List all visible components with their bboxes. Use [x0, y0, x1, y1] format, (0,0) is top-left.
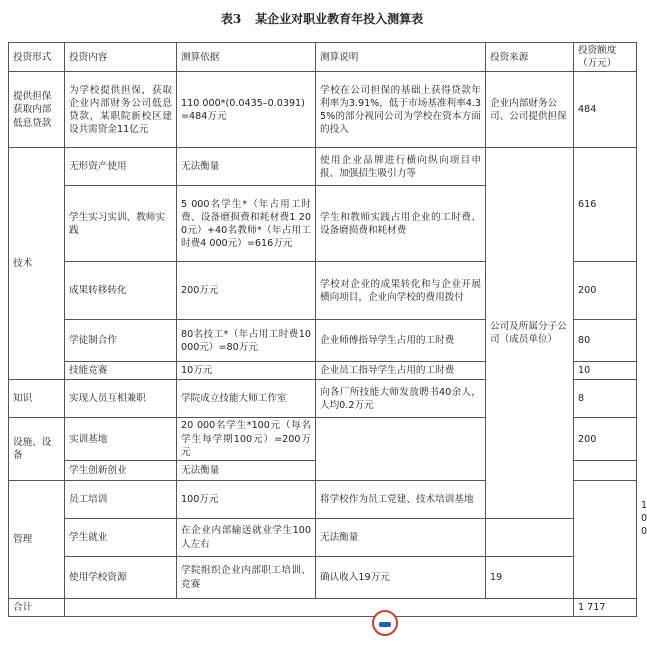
cell-basis: 10万元 [177, 362, 316, 380]
cell-note: 将学校作为员工党建、技术培训基地 [316, 481, 486, 519]
header-form: 投资形式 [9, 43, 65, 72]
cell-form: 设施、设备 [9, 418, 65, 481]
header-basis: 测算依据 [177, 43, 316, 72]
cell-form: 提供担保 获取内部 低息贷款 [9, 72, 65, 148]
table-row [9, 148, 637, 186]
cell-basis: 学院成立技能大师工作室 [177, 380, 316, 418]
header-row [9, 43, 637, 72]
cell-basis: 100万元 [177, 481, 316, 519]
table-row [9, 72, 637, 148]
cell-form: 知识 [9, 380, 65, 418]
cell-content: 无形资产使用 [65, 148, 177, 186]
cell-basis: 80名技工*（年占用工时费10 000元）=80万元 [177, 320, 316, 362]
total-label: 合计 [9, 599, 65, 617]
cell-note: 学生和教师实践占用企业的工时费、设备磨损费和耗材费 [316, 186, 486, 262]
total-amount: 1 717 [574, 599, 637, 617]
header-source: 投资来源 [486, 43, 574, 72]
cell-content: 学生实习实训、教师实践 [65, 186, 177, 262]
cell-source [574, 481, 637, 599]
table-row [9, 519, 637, 557]
cell-content: 学徒制合作 [65, 320, 177, 362]
table-row: 管理 员工培训 100万元 将学校作为员工党建、技术培训基地 100 [9, 481, 637, 519]
total-row [9, 599, 637, 617]
cell-content: 学生创新创业 [65, 461, 177, 481]
cell-basis: 5 000名学生*（年占用工时费、设备磨损费和耗材费1 200元）+40名教师*（年占用工时费4 000元）=616万元 [177, 186, 316, 262]
cell-amount: 200 [574, 262, 637, 320]
cell-source: 企业内部财务公司、公司提供担保 [486, 72, 574, 148]
investment-table [8, 42, 647, 617]
cell-amount: 19 [486, 557, 574, 599]
cell-basis: 学院组织企业内部职工培训、竞赛 [177, 557, 316, 599]
cell-amount: 8 [574, 380, 637, 418]
cell-note: 向各厂所技能大师发放聘书40余人，人均0.2万元 [316, 380, 486, 418]
header-content: 投资内容 [65, 43, 177, 72]
cell-basis: 在企业内部输送就业学生100人左右 [177, 519, 316, 557]
cell-content: 为学校提供担保，获取企业内部财务公司低息贷款，某职院新校区建设共需资金11亿元 [65, 72, 177, 148]
cell-basis: 110 000*(0.0435–0.0391) =484万元 [177, 72, 316, 148]
cell-note: 使用企业品牌进行横向纵向项目申报、加强招生吸引力等 [316, 148, 486, 186]
header-amount: 投资额度 （万元） [574, 43, 637, 72]
table-number: 表3 [220, 12, 242, 26]
cell-note: 无法衡量 [316, 519, 486, 557]
cell-form: 技术 [9, 148, 65, 380]
cell-amount: 200 [574, 418, 637, 461]
cell-basis: 200万元 [177, 262, 316, 320]
cell-amount: 80 [574, 320, 637, 362]
header-note: 测算说明 [316, 43, 486, 72]
cell-basis: 20 000名学生*100元（每名学生每学期100元）=200万元 [177, 418, 316, 461]
cell-amount: 616 [574, 148, 637, 262]
cell-basis: 无法衡量 [177, 148, 316, 186]
cell-content: 实训基地 [65, 418, 177, 461]
cell-content: 使用学校资源 [65, 557, 177, 599]
table-title [0, 10, 644, 27]
cell-note: 企业员工指导学生占用的工时费 [316, 362, 486, 380]
cell-content: 成果转移转化 [65, 262, 177, 320]
cell-basis: 无法衡量 [177, 461, 316, 481]
cell-content: 学生就业 [65, 519, 177, 557]
cell-amount: 10 [574, 362, 637, 380]
cell-note: 学校对企业的成果转化和与企业开展横向项目，企业向学校的费用拨付 [316, 262, 486, 320]
cell-amount [574, 461, 637, 481]
cell-note [316, 418, 486, 481]
watermark-logo-icon [372, 610, 398, 636]
cell-note: 学校在公司担保的基础上获得贷款年利率为3.91%，低于市场基准利率4.35%的部分视同公司为学校在资本方面的投入 [316, 72, 486, 148]
cell-amount: 484 [574, 72, 637, 148]
cell-form: 管理 [9, 481, 65, 599]
cell-content: 实现人员互相兼职 [65, 380, 177, 418]
cell-note: 确认收入19万元 [316, 557, 486, 599]
cell-note: 企业师傅指导学生占用的工时费 [316, 320, 486, 362]
table-row [9, 557, 637, 599]
total-spacer [65, 599, 574, 617]
table-caption: 某企业对职业教育年投入测算表 [255, 12, 424, 26]
cell-content: 员工培训 [65, 481, 177, 519]
cell-source: 公司及所属分子公司（成员单位） [486, 148, 574, 519]
cell-content: 技能竞赛 [65, 362, 177, 380]
